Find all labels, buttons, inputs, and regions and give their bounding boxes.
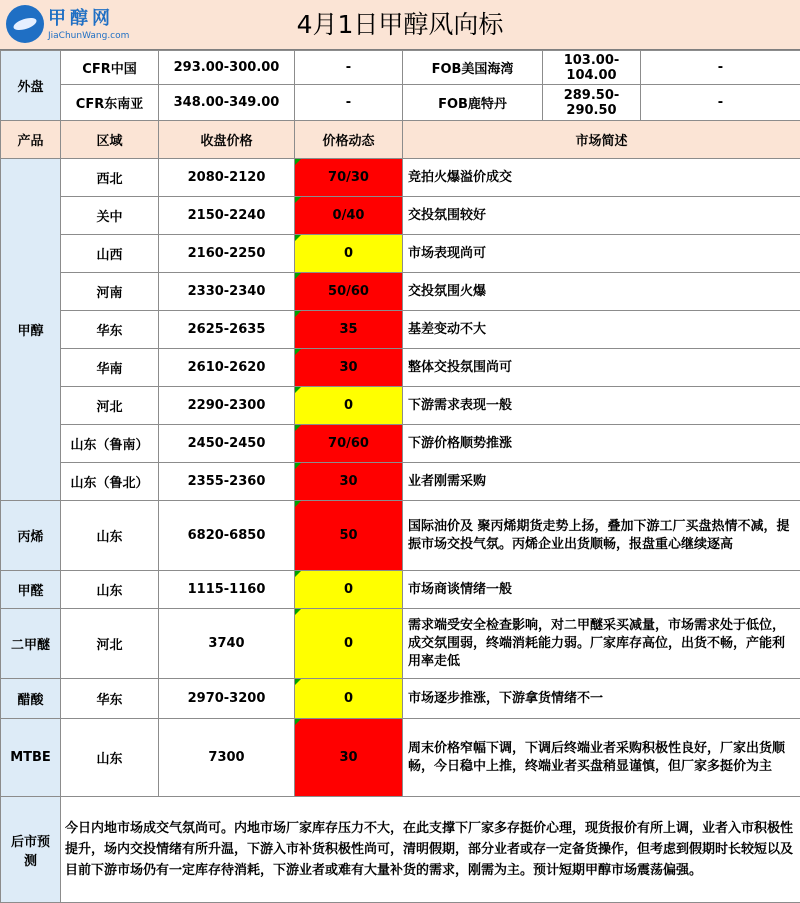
table-row	[1, 463, 800, 501]
summary-cell: 整体交投氛围尚可	[403, 349, 800, 387]
summary-cell: 下游价格顺势推涨	[403, 425, 800, 463]
price-cell: 2160-2250	[159, 235, 295, 273]
price-cell: 2355-2360	[159, 463, 295, 501]
table-row	[1, 425, 800, 463]
external-price: 293.00-300.00	[159, 51, 295, 85]
external-change: -	[641, 85, 800, 121]
table-row	[1, 349, 800, 387]
region-cell: 河北	[61, 387, 159, 425]
forecast-label: 后市预测	[1, 797, 61, 903]
region-cell: 华东	[61, 679, 159, 719]
region-cell: 山东（鲁南）	[61, 425, 159, 463]
methanol-index-table	[0, 50, 800, 903]
external-name: FOB鹿特丹	[403, 85, 543, 121]
change-cell: 0	[295, 387, 403, 425]
header-bar	[0, 0, 800, 50]
region-cell: 河北	[61, 609, 159, 679]
table-row	[1, 159, 800, 197]
price-cell: 6820-6850	[159, 501, 295, 571]
table-row	[1, 609, 800, 679]
product-label: 丙烯	[1, 501, 61, 571]
change-cell: 70/30	[295, 159, 403, 197]
price-cell: 2330-2340	[159, 273, 295, 311]
external-row	[1, 51, 800, 85]
region-cell: 华东	[61, 311, 159, 349]
table-row	[1, 387, 800, 425]
column-header-row	[1, 121, 800, 159]
region-cell: 山东	[61, 501, 159, 571]
product-label: 醋酸	[1, 679, 61, 719]
region-cell: 山东	[61, 719, 159, 797]
product-label-methanol: 甲醇	[1, 159, 61, 501]
logo-url: JiaChunWang.com	[48, 31, 129, 41]
external-label: 外盘	[1, 51, 61, 121]
price-cell: 2450-2450	[159, 425, 295, 463]
external-row	[1, 85, 800, 121]
region-cell: 山东（鲁北）	[61, 463, 159, 501]
summary-cell: 市场逐步推涨，下游拿货情绪不一	[403, 679, 800, 719]
summary-cell: 交投氛围火爆	[403, 273, 800, 311]
region-cell: 华南	[61, 349, 159, 387]
change-cell: 0	[295, 235, 403, 273]
summary-cell: 下游需求表现一般	[403, 387, 800, 425]
product-label: 二甲醚	[1, 609, 61, 679]
summary-cell: 市场商谈情绪一般	[403, 571, 800, 609]
price-cell: 2290-2300	[159, 387, 295, 425]
price-cell: 3740	[159, 609, 295, 679]
region-cell: 山东	[61, 571, 159, 609]
forecast-text: 今日内地市场成交气氛尚可。内地市场厂家库存压力不大，在此支撑下厂家多存挺价心理，现货报价有所上调，业者入市积极性提升，场内交投情绪有所升温，下游入市补货积极性尚可，清明假期，部分业者或存一定备货操作，但考虑到假期时长较短以及目前下游市场仍有一定库存待消耗，下游业者或难有大量补货的需求，刚需为主。预计短期甲醇市场震荡偏强。	[61, 797, 800, 903]
change-cell: 0	[295, 679, 403, 719]
external-change: -	[641, 51, 800, 85]
external-name: CFR东南亚	[61, 85, 159, 121]
price-cell: 7300	[159, 719, 295, 797]
change-cell: 30	[295, 463, 403, 501]
price-cell: 2970-3200	[159, 679, 295, 719]
external-name: CFR中国	[61, 51, 159, 85]
price-cell: 2625-2635	[159, 311, 295, 349]
product-label: 甲醛	[1, 571, 61, 609]
price-cell: 2150-2240	[159, 197, 295, 235]
summary-cell: 竞拍火爆溢价成交	[403, 159, 800, 197]
forecast-row	[1, 797, 800, 903]
change-cell: 30	[295, 719, 403, 797]
table-row	[1, 679, 800, 719]
column-header-region: 区域	[61, 121, 159, 159]
table-row	[1, 235, 800, 273]
external-price: 103.00-104.00	[543, 51, 641, 85]
external-price: 289.50-290.50	[543, 85, 641, 121]
summary-cell: 交投氛围较好	[403, 197, 800, 235]
summary-cell: 需求端受安全检查影响，对二甲醚采买减量，市场需求处于低位，成交氛围弱，终端消耗能力弱。厂家库存高位，出货不畅，产能利用率走低	[403, 609, 800, 679]
change-cell: 50/60	[295, 273, 403, 311]
region-cell: 西北	[61, 159, 159, 197]
table-row	[1, 311, 800, 349]
change-cell: 0	[295, 571, 403, 609]
change-cell: 30	[295, 349, 403, 387]
price-cell: 2080-2120	[159, 159, 295, 197]
table-row	[1, 501, 800, 571]
page-title: 4月1日甲醇风向标	[0, 0, 800, 50]
region-cell: 山西	[61, 235, 159, 273]
change-cell: 35	[295, 311, 403, 349]
change-cell: 70/60	[295, 425, 403, 463]
change-cell: 0	[295, 609, 403, 679]
column-header-summary: 市场简述	[403, 121, 800, 159]
change-cell: 50	[295, 501, 403, 571]
external-name: FOB美国海湾	[403, 51, 543, 85]
region-cell: 河南	[61, 273, 159, 311]
logo-text: 甲醇网	[48, 4, 114, 30]
product-label: MTBE	[1, 719, 61, 797]
region-cell: 关中	[61, 197, 159, 235]
summary-cell: 市场表现尚可	[403, 235, 800, 273]
external-change: -	[295, 85, 403, 121]
summary-cell: 国际油价及 聚丙烯期货走势上扬，叠加下游工厂买盘热情不减，提振市场交投气氛。丙烯企业出货顺畅，报盘重心继续逐高	[403, 501, 800, 571]
external-change: -	[295, 51, 403, 85]
table-row	[1, 719, 800, 797]
column-header-price: 收盘价格	[159, 121, 295, 159]
summary-cell: 基差变动不大	[403, 311, 800, 349]
table-row	[1, 197, 800, 235]
column-header-product: 产品	[1, 121, 61, 159]
summary-cell: 周末价格窄幅下调，下调后终端业者采购积极性良好，厂家出货顺畅，今日稳中上推，终端业者买盘稍显谨慎，但厂家多挺价为主	[403, 719, 800, 797]
price-cell: 1115-1160	[159, 571, 295, 609]
change-cell: 0/40	[295, 197, 403, 235]
summary-cell: 业者刚需采购	[403, 463, 800, 501]
external-price: 348.00-349.00	[159, 85, 295, 121]
column-header-dynamic: 价格动态	[295, 121, 403, 159]
table-row	[1, 273, 800, 311]
table-row	[1, 571, 800, 609]
price-cell: 2610-2620	[159, 349, 295, 387]
